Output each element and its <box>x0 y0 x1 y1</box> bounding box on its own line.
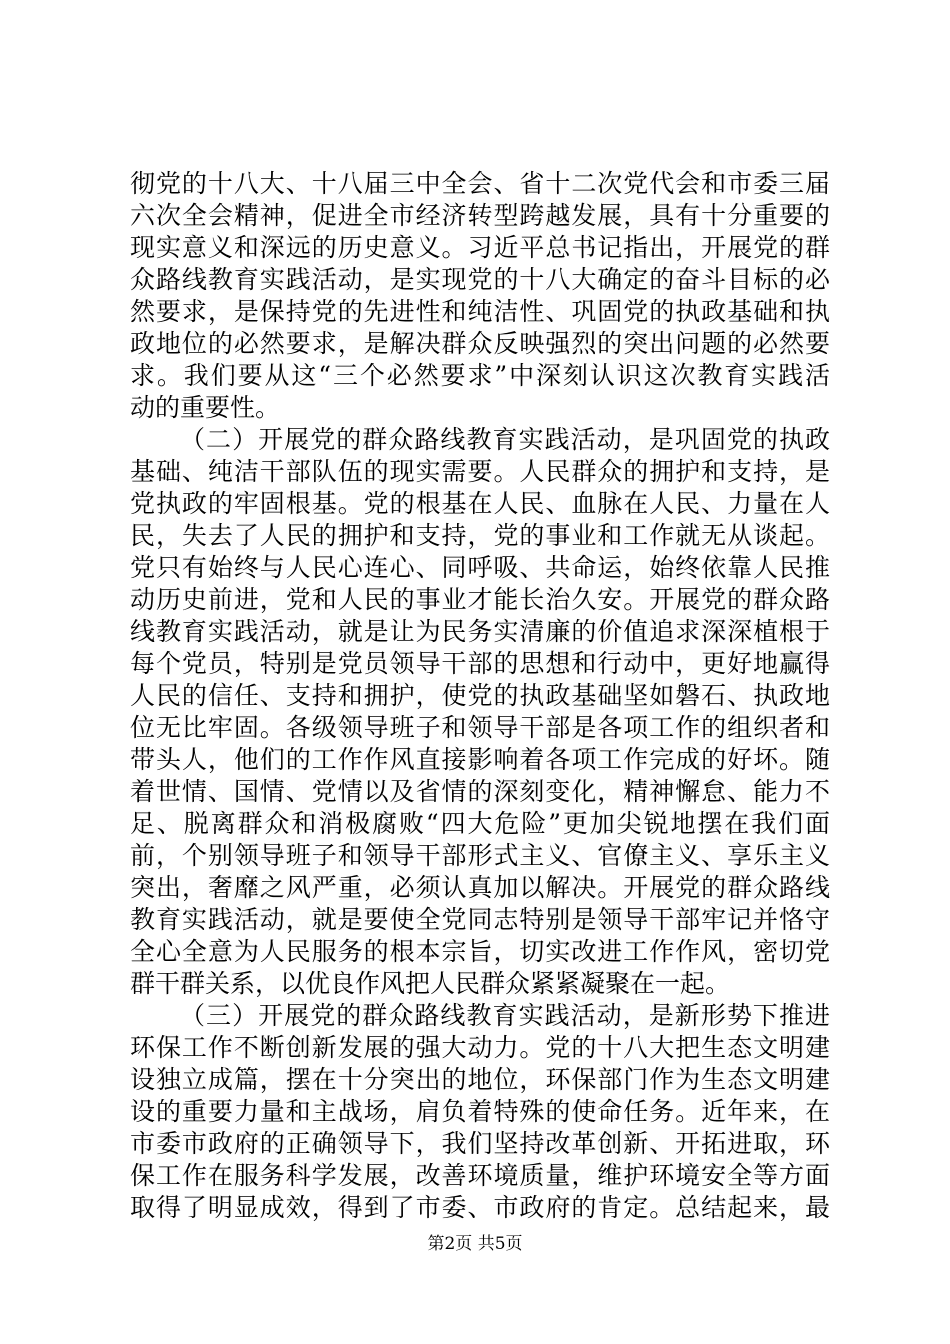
text-line: 带头人，他们的工作作风直接影响着各项工作完成的好坏。随 <box>130 745 830 774</box>
text-line: 党只有始终与人民心连心、同呼吸、共命运，始终依靠人民推 <box>130 553 830 582</box>
document-body <box>130 168 830 1224</box>
text-line: 着世情、国情、党情以及省情的深刻变化，精神懈怠、能力不 <box>130 777 830 806</box>
text-line: 政地位的必然要求，是解决群众反映强烈的突出问题的必然要 <box>130 329 830 358</box>
text-line: 现实意义和深远的历史意义。习近平总书记指出，开展党的群 <box>130 233 830 262</box>
page-footer: 第2页 共5页 <box>427 1234 523 1254</box>
text-line: （三）开展党的群众路线教育实践活动，是新形势下推进 <box>180 1001 830 1030</box>
text-line: 每个党员，特别是党员领导干部的思想和行动中，更好地赢得 <box>130 649 830 678</box>
text-line: 设的重要力量和主战场，肩负着特殊的使命任务。近年来，在 <box>130 1097 830 1126</box>
text-line: 基础、纯洁干部队伍的现实需要。人民群众的拥护和支持，是 <box>130 457 830 486</box>
text-line: 动的重要性。 <box>130 393 281 422</box>
text-line: 民，失去了人民的拥护和支持，党的事业和工作就无从谈起。 <box>130 521 830 550</box>
text-line: 设独立成篇，摆在十分突出的地位，环保部门作为生态文明建 <box>130 1065 830 1094</box>
text-line: 突出，奢靡之风严重，必须认真加以解决。开展党的群众路线 <box>130 873 830 902</box>
text-line: 党执政的牢固根基。党的根基在人民、血脉在人民、力量在人 <box>130 489 830 518</box>
text-line: 市委市政府的正确领导下，我们坚持改革创新、开拓进取，环 <box>130 1129 830 1158</box>
text-line: 位无比牢固。各级领导班子和领导干部是各项工作的组织者和 <box>130 713 830 742</box>
text-line: 线教育实践活动，就是让为民务实清廉的价值追求深深植根于 <box>130 617 830 646</box>
text-line: 然要求，是保持党的先进性和纯洁性、巩固党的执政基础和执 <box>130 297 830 326</box>
text-line: 前，个别领导班子和领导干部形式主义、官僚主义、享乐主义 <box>130 841 830 870</box>
text-line: 全心全意为人民服务的根本宗旨，切实改进工作作风，密切党 <box>130 937 830 966</box>
text-line: 足、脱离群众和消极腐败“四大危险”更加尖锐地摆在我们面 <box>130 809 830 838</box>
text-line: 环保工作不断创新发展的强大动力。党的十八大把生态文明建 <box>130 1033 830 1062</box>
text-line: 彻党的十八大、十八届三中全会、省十二次党代会和市委三届 <box>130 169 830 198</box>
text-line: （二）开展党的群众路线教育实践活动，是巩固党的执政 <box>180 425 830 454</box>
text-line: 保工作在服务科学发展，改善环境质量，维护环境安全等方面 <box>130 1161 830 1190</box>
text-line: 教育实践活动，就是要使全党同志特别是领导干部牢记并恪守 <box>130 905 830 934</box>
text-line: 众路线教育实践活动，是实现党的十八大确定的奋斗目标的必 <box>130 265 830 294</box>
text-line: 求。我们要从这“三个必然要求”中深刻认识这次教育实践活 <box>130 361 830 390</box>
text-line: 六次全会精神，促进全市经济转型跨越发展，具有十分重要的 <box>130 201 830 230</box>
text-line: 取得了明显成效，得到了市委、市政府的肯定。总结起来，最 <box>130 1193 830 1222</box>
text-line: 动历史前进，党和人民的事业才能长治久安。开展党的群众路 <box>130 585 830 614</box>
text-line: 人民的信任、支持和拥护，使党的执政基础坚如磐石、执政地 <box>130 681 830 710</box>
text-line: 群干群关系，以优良作风把人民群众紧紧凝聚在一起。 <box>130 969 731 998</box>
